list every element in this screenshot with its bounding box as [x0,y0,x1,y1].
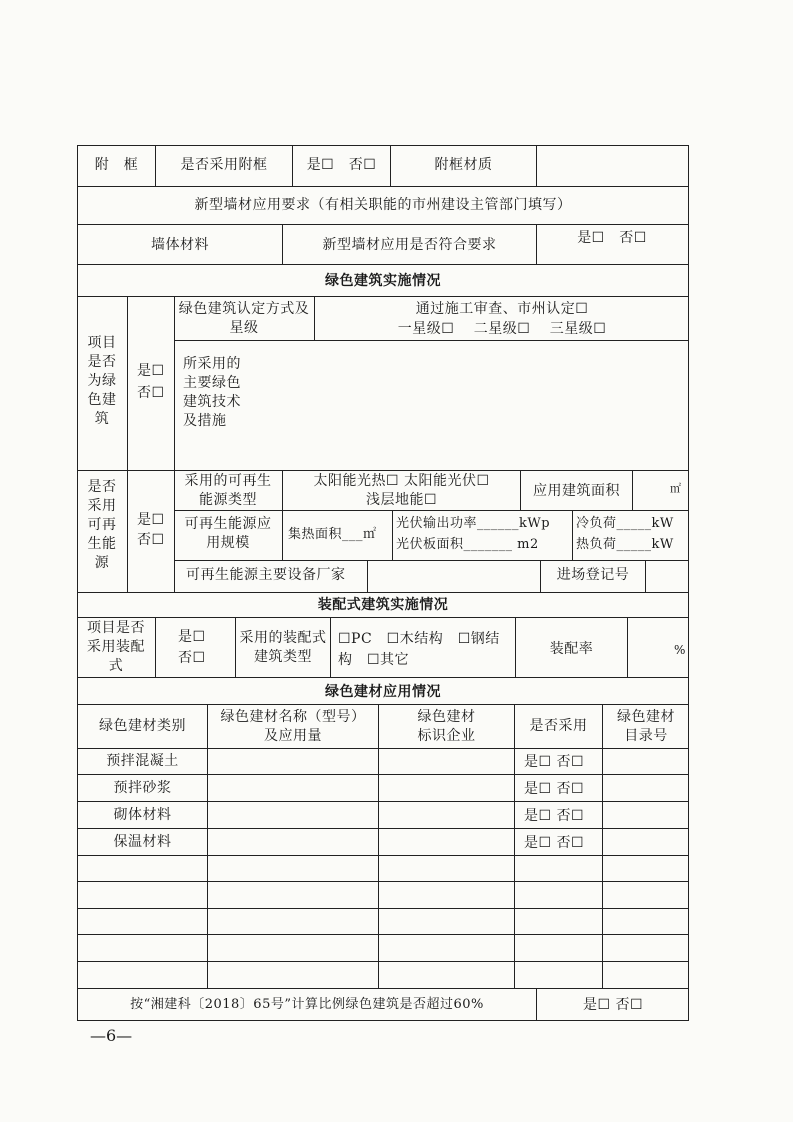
column-header-adopt: 是否采用 [529,718,588,734]
prefab-type-options-cont[interactable]: 构 ☐其它 [338,652,410,668]
column-header-catalog: 绿色建材 [617,709,675,725]
wall-requirements-header: 新型墙材应用要求（有相关职能的市州建设主管部门填写） [194,197,572,213]
prefab-type-options[interactable]: ☐PC ☐木结构 ☐钢结 [338,631,500,647]
pv-output-field[interactable]: 光伏输出功率______kWp [396,516,551,531]
green-ratio-yes-no-checkbox[interactable]: 是☐ 否☐ [582,997,644,1013]
green-yes-checkbox[interactable]: 是☐ [137,363,165,379]
wall-material-label: 墙体材料 [151,237,209,253]
table-row-category: 砌体材料 [113,807,172,823]
prefab-no-checkbox[interactable]: 否☐ [178,650,206,666]
table-row-adopt-checkbox[interactable]: 是☐ 否☐ [524,808,585,824]
prefab-rate-label: 装配率 [549,641,594,657]
prefab-section-title: 装配式建筑实施情况 [317,597,449,613]
column-header-name: 绿色建材名称（型号） [220,709,366,725]
renewable-no-checkbox[interactable]: 否☐ [137,532,165,548]
frame-question: 是否采用附框 [180,157,268,173]
page-number: —6— [90,1026,133,1045]
column-header-catalog-line2: 目录号 [624,728,668,744]
is-prefab-label: 项目是否采用装配式 [87,620,145,674]
table-row-category: 预拌砂浆 [113,780,172,796]
geothermal-checkbox[interactable]: 浅层地能☐ [365,492,438,508]
solar-checkboxes[interactable]: 太阳能光热☐ 太阳能光伏☐ [313,473,490,489]
renewable-type-label: 采用的可再生能源类型 [184,473,272,508]
registration-number-label: 进场登记号 [556,567,630,583]
prefab-yes-checkbox[interactable]: 是☐ [178,629,206,645]
heating-load-field[interactable]: 热负荷_____kW [576,537,674,552]
renewable-yes-checkbox[interactable]: 是☐ [137,512,165,528]
green-ratio-question: 按“湘建科〔2018〕65号”计算比例绿色建筑是否超过60% [130,997,484,1012]
table-row-adopt-checkbox[interactable]: 是☐ 否☐ [524,754,585,770]
prefab-type-label: 采用的装配式建筑类型 [239,630,327,665]
area-unit: ㎡ [670,482,682,495]
wall-compliance-question: 新型墙材应用是否符合要求 [322,237,497,253]
table-row-category: 保温材料 [113,834,172,850]
column-header-category: 绿色建材类别 [99,718,186,734]
frame-material-label: 附框材质 [434,157,493,173]
collector-area-field[interactable]: 集热面积___㎡ [288,527,377,542]
table-row-adopt-checkbox[interactable]: 是☐ 否☐ [524,835,585,851]
wall-yes-no-checkbox[interactable]: 是☐ 否☐ [577,230,647,246]
certification-label: 绿色建筑认定方式及星级 [178,301,310,336]
column-header-name-line2: 及应用量 [264,728,322,744]
equipment-maker-label: 可再生能源主要设备厂家 [186,567,346,583]
renewable-energy-label: 是否采用可再生能源 [87,479,117,571]
pv-panel-area-field[interactable]: 光伏板面积_______ m2 [396,537,539,552]
building-area-label: 应用建筑面积 [533,483,620,499]
green-technologies-label: 所采用的主要绿色建筑技术及措施 [183,356,241,429]
certification-review-checkbox[interactable]: 通过施工审查、市州认定☐ [415,301,589,317]
table-row-category: 预拌混凝土 [106,753,179,769]
cooling-load-field[interactable]: 冷负荷_____kW [576,516,674,531]
frame-label: 附 框 [94,157,139,173]
star-level-checkboxes[interactable]: 一星级☐ 二星级☐ 三星级☐ [397,321,607,337]
green-no-checkbox[interactable]: 否☐ [137,385,165,401]
green-materials-section-title: 绿色建材应用情况 [325,684,441,700]
table-row-adopt-checkbox[interactable]: 是☐ 否☐ [524,781,585,797]
green-building-section-title: 绿色建筑实施情况 [325,273,441,289]
renewable-scale-label: 可再生能源应用规模 [184,516,272,551]
prefab-rate-unit: % [674,643,686,657]
column-header-enterprise: 绿色建材 [417,709,476,725]
is-green-building-label: 项目是否为绿色建筑 [87,335,117,427]
frame-yes-no-checkbox[interactable]: 是☐ 否☐ [306,157,377,173]
column-header-enterprise-line2: 标识企业 [417,728,476,744]
